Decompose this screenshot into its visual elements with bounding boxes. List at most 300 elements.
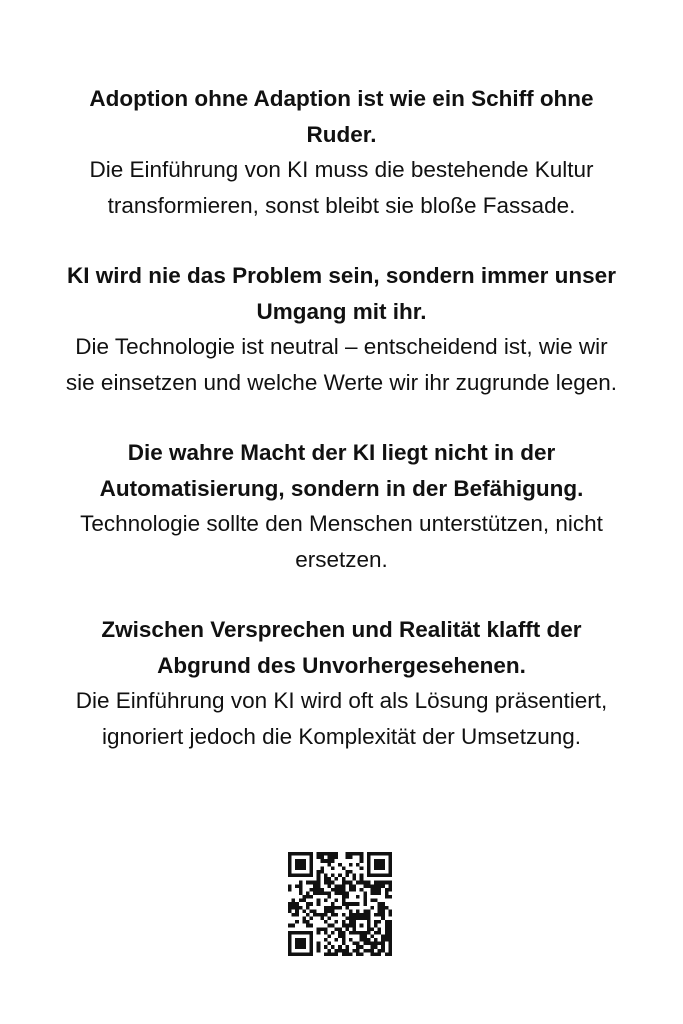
qr-module — [356, 917, 360, 921]
qr-module — [295, 902, 299, 906]
qr-module — [360, 952, 364, 956]
qr-module — [310, 931, 314, 935]
qr-module — [335, 899, 339, 903]
qr-module — [310, 895, 314, 899]
qr-module — [310, 949, 314, 953]
qr-module — [360, 913, 364, 917]
qr-module — [374, 938, 378, 942]
qr-module — [374, 859, 378, 863]
qr-module — [310, 917, 314, 921]
qr-module — [363, 909, 367, 913]
qr-module — [353, 917, 357, 921]
statement-body: Die Einführung von KI wird oft als Lösung präsentiert, ignoriert jedoch die Komplexität der Umsetzung. — [75, 688, 608, 749]
qr-module — [356, 863, 360, 867]
qr-code-graphic — [288, 852, 392, 956]
qr-module — [349, 917, 353, 921]
qr-module — [292, 906, 296, 910]
qr-module — [349, 852, 353, 856]
qr-module — [388, 888, 392, 892]
qr-module — [324, 920, 328, 924]
qr-module — [338, 906, 342, 910]
qr-module — [342, 931, 346, 935]
qr-module — [360, 856, 364, 860]
qr-module — [370, 952, 374, 956]
qr-module — [335, 938, 339, 942]
qr-module — [378, 927, 382, 931]
qr-module — [338, 931, 342, 935]
qr-module — [299, 931, 303, 935]
qr-module — [374, 874, 378, 878]
qr-module — [353, 852, 357, 856]
qr-module — [378, 931, 382, 935]
qr-module — [299, 852, 303, 856]
qr-module — [302, 866, 306, 870]
qr-module — [381, 866, 385, 870]
qr-module — [288, 884, 292, 888]
qr-module — [338, 945, 342, 949]
qr-module — [302, 852, 306, 856]
qr-module — [378, 881, 382, 885]
qr-module — [317, 856, 321, 860]
qr-module — [381, 884, 385, 888]
qr-module — [388, 920, 392, 924]
qr-module — [374, 931, 378, 935]
statement-body: Die Einführung von KI muss die bestehende Kultur transformieren, sonst bleibt sie bloße Fassade. — [89, 157, 594, 218]
qr-module — [310, 863, 314, 867]
qr-module — [370, 884, 374, 888]
qr-module — [317, 881, 321, 885]
qr-module — [367, 866, 371, 870]
qr-module — [302, 895, 306, 899]
qr-module — [363, 949, 367, 953]
qr-module — [378, 884, 382, 888]
qr-module — [320, 856, 324, 860]
qr-module — [295, 866, 299, 870]
qr-module — [299, 863, 303, 867]
qr-module — [320, 891, 324, 895]
qr-module — [353, 874, 357, 878]
qr-module — [327, 917, 331, 921]
qr-module — [367, 949, 371, 953]
qr-module — [342, 877, 346, 881]
qr-module — [378, 866, 382, 870]
qr-module — [302, 863, 306, 867]
qr-module — [288, 909, 292, 913]
qr-module — [349, 913, 353, 917]
qr-module — [317, 931, 321, 935]
qr-module — [295, 859, 299, 863]
qr-module — [288, 942, 292, 946]
qr-module — [370, 927, 374, 931]
qr-module — [335, 949, 339, 953]
qr-module — [342, 891, 346, 895]
statement-section-4 — [62, 612, 622, 754]
qr-module — [360, 888, 364, 892]
qr-module — [324, 945, 328, 949]
qr-module — [360, 931, 364, 935]
qr-module — [381, 917, 385, 921]
qr-module — [353, 913, 357, 917]
qr-module — [310, 902, 314, 906]
qr-module — [327, 949, 331, 953]
qr-module — [370, 891, 374, 895]
qr-module — [320, 866, 324, 870]
qr-module — [306, 920, 310, 924]
qr-module — [345, 924, 349, 928]
qr-module — [310, 852, 314, 856]
qr-module — [317, 884, 321, 888]
qr-module — [345, 874, 349, 878]
statement-headline: KI wird nie das Problem sein, sondern immer unser Umgang mit ihr. — [67, 263, 616, 324]
qr-module — [295, 874, 299, 878]
statement-headline: Die wahre Macht der KI liegt nicht in der Automatisierung, sondern in der Befähigung. — [99, 440, 584, 501]
qr-module — [370, 949, 374, 953]
qr-module — [295, 906, 299, 910]
qr-module — [370, 942, 374, 946]
qr-module — [342, 924, 346, 928]
qr-module — [370, 945, 374, 949]
qr-module — [367, 874, 371, 878]
qr-module — [327, 891, 331, 895]
qr-module — [374, 863, 378, 867]
qr-module — [335, 852, 339, 856]
qr-module — [306, 931, 310, 935]
qr-module — [338, 888, 342, 892]
qr-module — [295, 945, 299, 949]
qr-module — [378, 952, 382, 956]
qr-module — [378, 888, 382, 892]
qr-module — [295, 852, 299, 856]
qr-module — [367, 909, 371, 913]
qr-module — [385, 927, 389, 931]
qr-module — [353, 877, 357, 881]
qr-module — [381, 902, 385, 906]
qr-module — [342, 938, 346, 942]
qr-module — [356, 909, 360, 913]
qr-module — [363, 899, 367, 903]
qr-module — [295, 884, 299, 888]
qr-module — [381, 874, 385, 878]
qr-module — [310, 856, 314, 860]
qr-module — [374, 866, 378, 870]
qr-module — [345, 856, 349, 860]
qr-module — [317, 942, 321, 946]
qr-module — [374, 891, 378, 895]
qr-module — [317, 874, 321, 878]
qr-module — [356, 913, 360, 917]
qr-module — [299, 884, 303, 888]
qr-module — [349, 881, 353, 885]
qr-module — [324, 927, 328, 931]
qr-module — [324, 852, 328, 856]
qr-module — [288, 906, 292, 910]
qr-module — [345, 906, 349, 910]
qr-module — [306, 874, 310, 878]
qr-module — [317, 852, 321, 856]
qr-module — [378, 909, 382, 913]
qr-module — [342, 913, 346, 917]
qr-module — [388, 931, 392, 935]
qr-module — [310, 934, 314, 938]
qr-module — [345, 891, 349, 895]
qr-module — [288, 859, 292, 863]
qr-module — [299, 945, 303, 949]
qr-module — [381, 913, 385, 917]
qr-module — [342, 866, 346, 870]
qr-module — [388, 852, 392, 856]
qr-module — [349, 952, 353, 956]
qr-module — [370, 906, 374, 910]
qr-module — [385, 888, 389, 892]
qr-module — [388, 909, 392, 913]
statement-headline: Adoption ohne Adaption ist wie ein Schiff ohne Ruder. — [89, 86, 594, 147]
qr-module — [327, 863, 331, 867]
statement-body: Technologie sollte den Menschen unterstützen, nicht ersetzen. — [80, 511, 603, 572]
qr-module — [388, 884, 392, 888]
qr-module — [388, 874, 392, 878]
qr-module — [360, 866, 364, 870]
qr-module — [288, 852, 292, 856]
qr-module — [288, 866, 292, 870]
qr-module — [331, 945, 335, 949]
qr-module — [388, 859, 392, 863]
statement-section-2 — [62, 258, 622, 400]
qr-module — [306, 891, 310, 895]
qr-module — [345, 949, 349, 953]
qr-module — [317, 888, 321, 892]
qr-module — [356, 881, 360, 885]
qr-module — [385, 874, 389, 878]
qr-module — [360, 938, 364, 942]
qr-module — [317, 877, 321, 881]
qr-module — [374, 945, 378, 949]
qr-module — [353, 949, 357, 953]
qr-module — [342, 920, 346, 924]
qr-module — [381, 934, 385, 938]
qr-module — [349, 938, 353, 942]
qr-module — [385, 906, 389, 910]
qr-module — [327, 877, 331, 881]
qr-module — [370, 852, 374, 856]
qr-module — [374, 881, 378, 885]
qr-module — [385, 891, 389, 895]
qr-module — [367, 920, 371, 924]
qr-module — [360, 877, 364, 881]
qr-module — [310, 945, 314, 949]
qr-module — [374, 884, 378, 888]
qr-module — [370, 934, 374, 938]
qr-module — [310, 888, 314, 892]
qr-module — [356, 931, 360, 935]
qr-module — [374, 942, 378, 946]
qr-module — [331, 906, 335, 910]
qr-module — [327, 856, 331, 860]
qr-module — [327, 924, 331, 928]
qr-module — [367, 942, 371, 946]
qr-module — [310, 870, 314, 874]
qr-module — [342, 934, 346, 938]
qr-module — [385, 920, 389, 924]
qr-module — [299, 942, 303, 946]
qr-module — [327, 895, 331, 899]
qr-module — [385, 881, 389, 885]
qr-module — [370, 888, 374, 892]
qr-module — [381, 949, 385, 953]
qr-module — [288, 863, 292, 867]
qr-module — [338, 949, 342, 953]
qr-module — [313, 881, 317, 885]
qr-module — [360, 859, 364, 863]
qr-module — [388, 938, 392, 942]
qr-module — [388, 942, 392, 946]
qr-module — [324, 899, 328, 903]
qr-module — [342, 952, 346, 956]
qr-module — [381, 906, 385, 910]
qr-module — [306, 895, 310, 899]
qr-module — [331, 856, 335, 860]
qr-module — [320, 917, 324, 921]
qr-module — [299, 952, 303, 956]
qr-module — [338, 934, 342, 938]
qr-module — [331, 931, 335, 935]
qr-module — [331, 902, 335, 906]
qr-module — [288, 874, 292, 878]
qr-module — [292, 924, 296, 928]
qr-module — [378, 942, 382, 946]
qr-module — [349, 884, 353, 888]
qr-module — [360, 945, 364, 949]
statement-section-3 — [62, 435, 622, 577]
qr-module — [338, 863, 342, 867]
qr-module — [292, 952, 296, 956]
qr-module — [345, 902, 349, 906]
qr-module — [345, 917, 349, 921]
qr-module — [331, 881, 335, 885]
qr-module — [317, 913, 321, 917]
qr-module — [370, 874, 374, 878]
qr-module — [331, 866, 335, 870]
qr-module — [310, 859, 314, 863]
qr-module — [288, 902, 292, 906]
qr-module — [378, 949, 382, 953]
qr-module — [381, 881, 385, 885]
qr-module — [320, 870, 324, 874]
qr-module — [374, 952, 378, 956]
qr-module — [299, 866, 303, 870]
qr-module — [299, 874, 303, 878]
qr-module — [385, 895, 389, 899]
qr-module — [327, 909, 331, 913]
qr-module — [345, 881, 349, 885]
qr-module — [299, 938, 303, 942]
qr-module — [299, 881, 303, 885]
qr-module — [335, 913, 339, 917]
qr-module — [295, 863, 299, 867]
qr-module — [313, 913, 317, 917]
qr-module — [324, 931, 328, 935]
qr-module — [363, 891, 367, 895]
qr-module — [367, 917, 371, 921]
qr-module — [345, 927, 349, 931]
qr-module — [335, 888, 339, 892]
qr-module — [356, 945, 360, 949]
qr-module — [302, 942, 306, 946]
qr-module — [356, 942, 360, 946]
qr-module — [360, 934, 364, 938]
qr-module — [331, 874, 335, 878]
qr-module — [331, 924, 335, 928]
qr-module — [388, 945, 392, 949]
qr-module — [388, 856, 392, 860]
qr-module — [292, 852, 296, 856]
qr-module — [302, 920, 306, 924]
qr-module — [367, 859, 371, 863]
qr-module — [388, 913, 392, 917]
qr-module — [385, 952, 389, 956]
qr-module — [295, 920, 299, 924]
qr-module — [299, 906, 303, 910]
qr-module — [381, 938, 385, 942]
qr-module — [374, 899, 378, 903]
qr-module — [338, 927, 342, 931]
qr-module — [327, 852, 331, 856]
qr-module — [288, 934, 292, 938]
qr-module — [306, 913, 310, 917]
qr-module — [288, 856, 292, 860]
qr-module — [353, 942, 357, 946]
statement-headline: Zwischen Versprechen und Realität klafft der Abgrund des Unvorhergesehenen. — [101, 617, 582, 678]
qr-module — [378, 859, 382, 863]
qr-module — [378, 891, 382, 895]
qr-module — [360, 852, 364, 856]
qr-module — [363, 938, 367, 942]
qr-module — [313, 884, 317, 888]
qr-module — [349, 909, 353, 913]
qr-code-icon[interactable] — [288, 852, 392, 956]
qr-module — [353, 927, 357, 931]
qr-module — [306, 902, 310, 906]
qr-module — [302, 952, 306, 956]
qr-module — [353, 931, 357, 935]
qr-module — [288, 952, 292, 956]
qr-module — [342, 942, 346, 946]
qr-module — [345, 870, 349, 874]
qr-module — [378, 906, 382, 910]
qr-module — [388, 866, 392, 870]
qr-module — [363, 902, 367, 906]
qr-module — [292, 913, 296, 917]
qr-module — [338, 884, 342, 888]
qr-module — [288, 924, 292, 928]
qr-module — [353, 902, 357, 906]
qr-module — [349, 863, 353, 867]
qr-module — [299, 859, 303, 863]
qr-module — [353, 888, 357, 892]
qr-module — [327, 942, 331, 946]
qr-module — [345, 945, 349, 949]
qr-module — [360, 874, 364, 878]
qr-module — [349, 870, 353, 874]
statement-section-1 — [62, 81, 622, 223]
qr-module — [306, 924, 310, 928]
qr-module — [385, 934, 389, 938]
qr-module — [327, 859, 331, 863]
qr-module — [353, 920, 357, 924]
qr-module — [335, 906, 339, 910]
qr-module — [327, 906, 331, 910]
qr-module — [292, 874, 296, 878]
qr-module — [317, 945, 321, 949]
